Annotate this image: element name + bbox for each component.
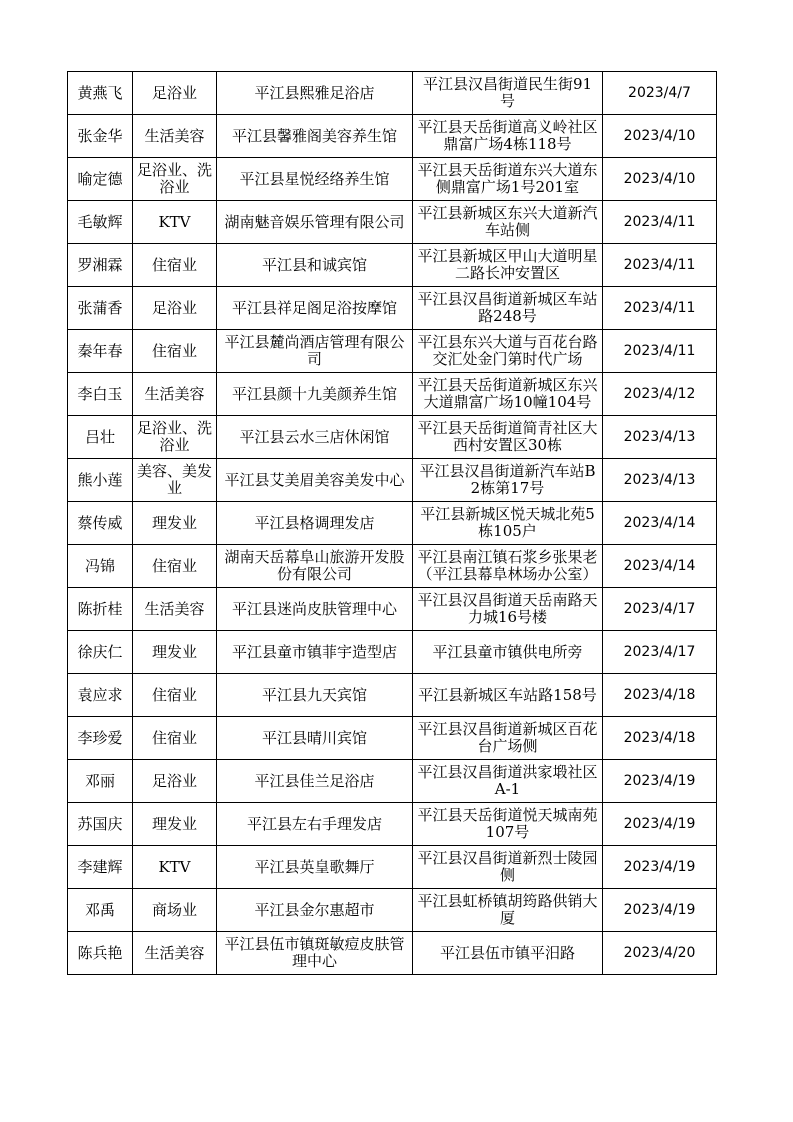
date-cell (603, 760, 717, 803)
address-cell-text: 平江县新城区东兴大道新汽车站侧 (417, 205, 598, 239)
business-name-cell-text: 平江县左右手理发店 (246, 815, 382, 833)
person-name-cell-text: 吕壮 (84, 428, 115, 446)
person-name-cell-text: 邓禹 (84, 901, 115, 919)
table-row (68, 459, 717, 502)
industry-cell (133, 287, 217, 330)
table-row (68, 330, 717, 373)
business-name-cell (217, 373, 413, 416)
business-name-cell (217, 459, 413, 502)
person-name-cell-text: 李白玉 (77, 385, 123, 403)
industry-cell (133, 115, 217, 158)
industry-cell-text: 生活美容 (144, 600, 205, 618)
table-row (68, 244, 717, 287)
industry-cell (133, 932, 217, 975)
address-cell (413, 330, 603, 373)
person-name-cell (68, 416, 133, 459)
address-cell-text: 平江县天岳街道东兴大道东侧鼎富广场1号201室 (417, 162, 598, 196)
table-row (68, 588, 717, 631)
industry-cell-text: 足浴业、洗浴业 (136, 162, 212, 196)
industry-cell-text: 住宿业 (151, 256, 197, 274)
person-name-cell (68, 846, 133, 889)
date-cell (603, 631, 717, 674)
address-cell (413, 459, 603, 502)
person-name-cell-text: 张蒲香 (77, 299, 123, 317)
address-cell (413, 72, 603, 115)
business-name-cell (217, 631, 413, 674)
person-name-cell (68, 502, 133, 545)
business-name-cell-text: 湖南天岳幕阜山旅游开发股份有限公司 (224, 549, 405, 583)
person-name-cell-text: 罗湘霖 (77, 256, 123, 274)
business-name-cell-text: 平江县伍市镇斑敏痘皮肤管理中心 (224, 936, 405, 970)
industry-cell-text: 住宿业 (151, 686, 197, 704)
date-cell (603, 287, 717, 330)
person-name-cell (68, 717, 133, 760)
industry-cell-text: 商场业 (151, 901, 197, 919)
date-cell-text: 2023/4/18 (623, 729, 696, 746)
date-cell-text: 2023/4/11 (623, 342, 696, 359)
date-cell (603, 72, 717, 115)
person-name-cell (68, 330, 133, 373)
date-cell-text: 2023/4/19 (623, 815, 696, 832)
industry-cell-text: 美容、美发业 (136, 463, 212, 497)
business-name-cell-text: 平江县云水三店休闲馆 (239, 428, 390, 446)
person-name-cell-text: 李珍爱 (77, 729, 123, 747)
table-row (68, 201, 717, 244)
address-cell (413, 545, 603, 588)
table-row (68, 674, 717, 717)
business-name-cell (217, 115, 413, 158)
person-name-cell (68, 545, 133, 588)
industry-cell-text: KTV (158, 858, 191, 876)
business-name-cell (217, 846, 413, 889)
date-cell-text: 2023/4/17 (623, 643, 696, 660)
date-cell (603, 717, 717, 760)
person-name-cell (68, 889, 133, 932)
address-cell (413, 760, 603, 803)
industry-cell-text: 住宿业 (151, 557, 197, 575)
person-name-cell-text: 张金华 (77, 127, 123, 145)
address-cell (413, 803, 603, 846)
address-cell-text: 平江县汉昌街道天岳南路天力城16号楼 (417, 592, 598, 626)
industry-cell (133, 803, 217, 846)
date-cell (603, 330, 717, 373)
address-cell-text: 平江县汉昌街道新汽车站B2栋第17号 (419, 463, 596, 497)
business-name-cell (217, 158, 413, 201)
industry-cell-text: 生活美容 (144, 944, 205, 962)
address-cell (413, 889, 603, 932)
address-cell-text: 平江县东兴大道与百花台路交汇处金门第时代广场 (417, 334, 598, 368)
address-cell-text: 平江县天岳街道悦天城南苑107号 (417, 807, 598, 841)
business-name-cell (217, 244, 413, 287)
industry-cell (133, 502, 217, 545)
industry-cell (133, 588, 217, 631)
person-name-cell-text: 毛敏辉 (77, 213, 123, 231)
person-name-cell (68, 588, 133, 631)
business-name-cell (217, 760, 413, 803)
business-name-cell (217, 72, 413, 115)
person-name-cell (68, 631, 133, 674)
industry-cell (133, 846, 217, 889)
records-table (67, 71, 717, 975)
industry-cell (133, 545, 217, 588)
business-name-cell-text: 平江县佳兰足浴店 (254, 772, 375, 790)
business-name-cell (217, 502, 413, 545)
business-name-cell (217, 545, 413, 588)
date-cell (603, 803, 717, 846)
date-cell-text: 2023/4/7 (628, 84, 691, 101)
person-name-cell (68, 201, 133, 244)
address-cell-text: 平江县天岳街道高义岭社区鼎富广场4栋118号 (417, 119, 598, 153)
address-cell-text: 平江县新城区悦天城北苑5栋105户 (420, 506, 595, 540)
date-cell (603, 373, 717, 416)
date-cell-text: 2023/4/11 (623, 299, 696, 316)
person-name-cell-text: 秦年春 (77, 342, 123, 360)
table-row (68, 158, 717, 201)
person-name-cell (68, 803, 133, 846)
person-name-cell-text: 苏国庆 (77, 815, 123, 833)
industry-cell-text: 理发业 (151, 815, 197, 833)
address-cell-text: 平江县天岳街道简青社区大西村安置区30栋 (417, 420, 598, 454)
industry-cell (133, 416, 217, 459)
person-name-cell-text: 袁应求 (77, 686, 123, 704)
records-table-body (68, 72, 717, 975)
date-cell (603, 158, 717, 201)
business-name-cell (217, 287, 413, 330)
address-cell (413, 244, 603, 287)
address-cell-text: 平江县新城区甲山大道明星二路长冲安置区 (417, 248, 598, 282)
address-cell (413, 416, 603, 459)
address-cell-text: 平江县汉昌街道新烈士陵园侧 (417, 850, 598, 884)
industry-cell-text: 理发业 (151, 514, 197, 532)
date-cell (603, 201, 717, 244)
person-name-cell-text: 熊小莲 (77, 471, 123, 489)
table-row (68, 72, 717, 115)
address-cell (413, 674, 603, 717)
person-name-cell-text: 徐庆仁 (77, 643, 123, 661)
address-cell-text: 平江县汉昌街道新城区百花台广场侧 (417, 721, 598, 755)
business-name-cell (217, 674, 413, 717)
business-name-cell-text: 平江县麓尚酒店管理有限公司 (224, 334, 405, 368)
business-name-cell-text: 平江县英皇歌舞厅 (254, 858, 375, 876)
industry-cell-text: 足浴业 (151, 299, 197, 317)
date-cell-text: 2023/4/20 (623, 944, 696, 961)
industry-cell (133, 158, 217, 201)
address-cell (413, 201, 603, 244)
person-name-cell-text: 邓丽 (84, 772, 115, 790)
business-name-cell-text: 平江县迷尚皮肤管理中心 (231, 600, 397, 618)
date-cell-text: 2023/4/13 (623, 428, 696, 445)
business-name-cell (217, 330, 413, 373)
date-cell-text: 2023/4/11 (623, 256, 696, 273)
date-cell-text: 2023/4/10 (623, 170, 696, 187)
date-cell-text: 2023/4/19 (623, 858, 696, 875)
industry-cell-text: 足浴业 (151, 84, 197, 102)
industry-cell-text: 足浴业 (151, 772, 197, 790)
business-name-cell (217, 889, 413, 932)
table-row (68, 287, 717, 330)
person-name-cell (68, 115, 133, 158)
date-cell (603, 846, 717, 889)
business-name-cell-text: 平江县馨雅阁美容养生馆 (231, 127, 397, 145)
industry-cell (133, 760, 217, 803)
industry-cell (133, 330, 217, 373)
table-row (68, 545, 717, 588)
address-cell-text: 平江县童市镇供电所旁 (432, 643, 583, 661)
business-name-cell-text: 平江县祥足阁足浴按摩馆 (231, 299, 397, 317)
business-name-cell-text: 平江县童市镇菲宇造型店 (231, 643, 397, 661)
business-name-cell-text: 平江县艾美眉美容美发中心 (224, 471, 405, 489)
industry-cell (133, 631, 217, 674)
person-name-cell-text: 喻定德 (77, 170, 123, 188)
industry-cell (133, 201, 217, 244)
address-cell (413, 287, 603, 330)
date-cell-text: 2023/4/14 (623, 557, 696, 574)
industry-cell-text: 生活美容 (144, 385, 205, 403)
business-name-cell-text: 平江县九天宾馆 (261, 686, 367, 704)
business-name-cell (217, 588, 413, 631)
table-row (68, 373, 717, 416)
business-name-cell-text: 平江县颜十九美颜养生馆 (231, 385, 397, 403)
table-row (68, 416, 717, 459)
industry-cell (133, 717, 217, 760)
address-cell (413, 846, 603, 889)
address-cell (413, 932, 603, 975)
address-cell-text: 平江县汉昌街道民生街91号 (422, 76, 593, 110)
business-name-cell-text: 平江县格调理发店 (254, 514, 375, 532)
address-cell (413, 502, 603, 545)
person-name-cell (68, 373, 133, 416)
date-cell-text: 2023/4/18 (623, 686, 696, 703)
date-cell (603, 115, 717, 158)
table-row (68, 502, 717, 545)
person-name-cell-text: 黄燕飞 (77, 84, 123, 102)
business-name-cell-text: 平江县晴川宾馆 (261, 729, 367, 747)
address-cell (413, 373, 603, 416)
date-cell (603, 416, 717, 459)
business-name-cell (217, 201, 413, 244)
address-cell-text: 平江县汉昌街道新城区车站路248号 (417, 291, 598, 325)
address-cell (413, 588, 603, 631)
person-name-cell (68, 244, 133, 287)
table-row (68, 889, 717, 932)
address-cell-text: 平江县伍市镇平汨路 (439, 944, 575, 962)
business-name-cell-text: 平江县星悦经络养生馆 (239, 170, 390, 188)
business-name-cell-text: 平江县和诚宾馆 (261, 256, 367, 274)
person-name-cell (68, 72, 133, 115)
table-row (68, 631, 717, 674)
address-cell-text: 平江县天岳街道新城区东兴大道鼎富广场10幢104号 (417, 377, 598, 411)
industry-cell (133, 373, 217, 416)
industry-cell (133, 72, 217, 115)
date-cell (603, 674, 717, 717)
industry-cell (133, 459, 217, 502)
date-cell-text: 2023/4/11 (623, 213, 696, 230)
industry-cell-text: 住宿业 (151, 342, 197, 360)
address-cell-text: 平江县虹桥镇胡筠路供销大厦 (417, 893, 598, 927)
date-cell (603, 459, 717, 502)
address-cell (413, 115, 603, 158)
person-name-cell (68, 674, 133, 717)
date-cell (603, 244, 717, 287)
business-name-cell-text: 平江县熙雅足浴店 (254, 84, 375, 102)
person-name-cell-text: 冯锦 (84, 557, 115, 575)
date-cell-text: 2023/4/17 (623, 600, 696, 617)
business-name-cell-text: 湖南魅音娱乐管理有限公司 (224, 213, 405, 231)
date-cell-text: 2023/4/10 (623, 127, 696, 144)
person-name-cell (68, 287, 133, 330)
table-row (68, 846, 717, 889)
business-name-cell (217, 803, 413, 846)
date-cell (603, 932, 717, 975)
address-cell (413, 717, 603, 760)
date-cell-text: 2023/4/13 (623, 471, 696, 488)
business-name-cell (217, 932, 413, 975)
person-name-cell-text: 李建辉 (77, 858, 123, 876)
business-name-cell-text: 平江县金尔惠超市 (254, 901, 375, 919)
person-name-cell-text: 陈折桂 (77, 600, 123, 618)
person-name-cell (68, 158, 133, 201)
address-cell (413, 158, 603, 201)
date-cell (603, 889, 717, 932)
address-cell-text: 平江县南江镇石浆乡张果老（平江县幕阜林场办公室） (417, 549, 598, 583)
table-row (68, 717, 717, 760)
industry-cell-text: 生活美容 (144, 127, 205, 145)
date-cell-text: 2023/4/19 (623, 901, 696, 918)
person-name-cell (68, 459, 133, 502)
date-cell (603, 545, 717, 588)
business-name-cell (217, 416, 413, 459)
date-cell-text: 2023/4/12 (623, 385, 696, 402)
table-row (68, 760, 717, 803)
person-name-cell (68, 932, 133, 975)
address-cell-text: 平江县汉昌街道洪家塅社区A-1 (417, 764, 598, 798)
industry-cell-text: 住宿业 (151, 729, 197, 747)
date-cell-text: 2023/4/14 (623, 514, 696, 531)
industry-cell-text: 足浴业、洗浴业 (136, 420, 212, 454)
industry-cell (133, 244, 217, 287)
table-row (68, 932, 717, 975)
business-name-cell (217, 717, 413, 760)
table-row (68, 803, 717, 846)
person-name-cell (68, 760, 133, 803)
table-row (68, 115, 717, 158)
address-cell-text: 平江县新城区车站路158号 (418, 686, 597, 704)
date-cell-text: 2023/4/19 (623, 772, 696, 789)
person-name-cell-text: 蔡传威 (77, 514, 123, 532)
date-cell (603, 588, 717, 631)
industry-cell (133, 889, 217, 932)
industry-cell-text: KTV (158, 213, 191, 231)
address-cell (413, 631, 603, 674)
date-cell (603, 502, 717, 545)
person-name-cell-text: 陈兵艳 (77, 944, 123, 962)
industry-cell (133, 674, 217, 717)
industry-cell-text: 理发业 (151, 643, 197, 661)
